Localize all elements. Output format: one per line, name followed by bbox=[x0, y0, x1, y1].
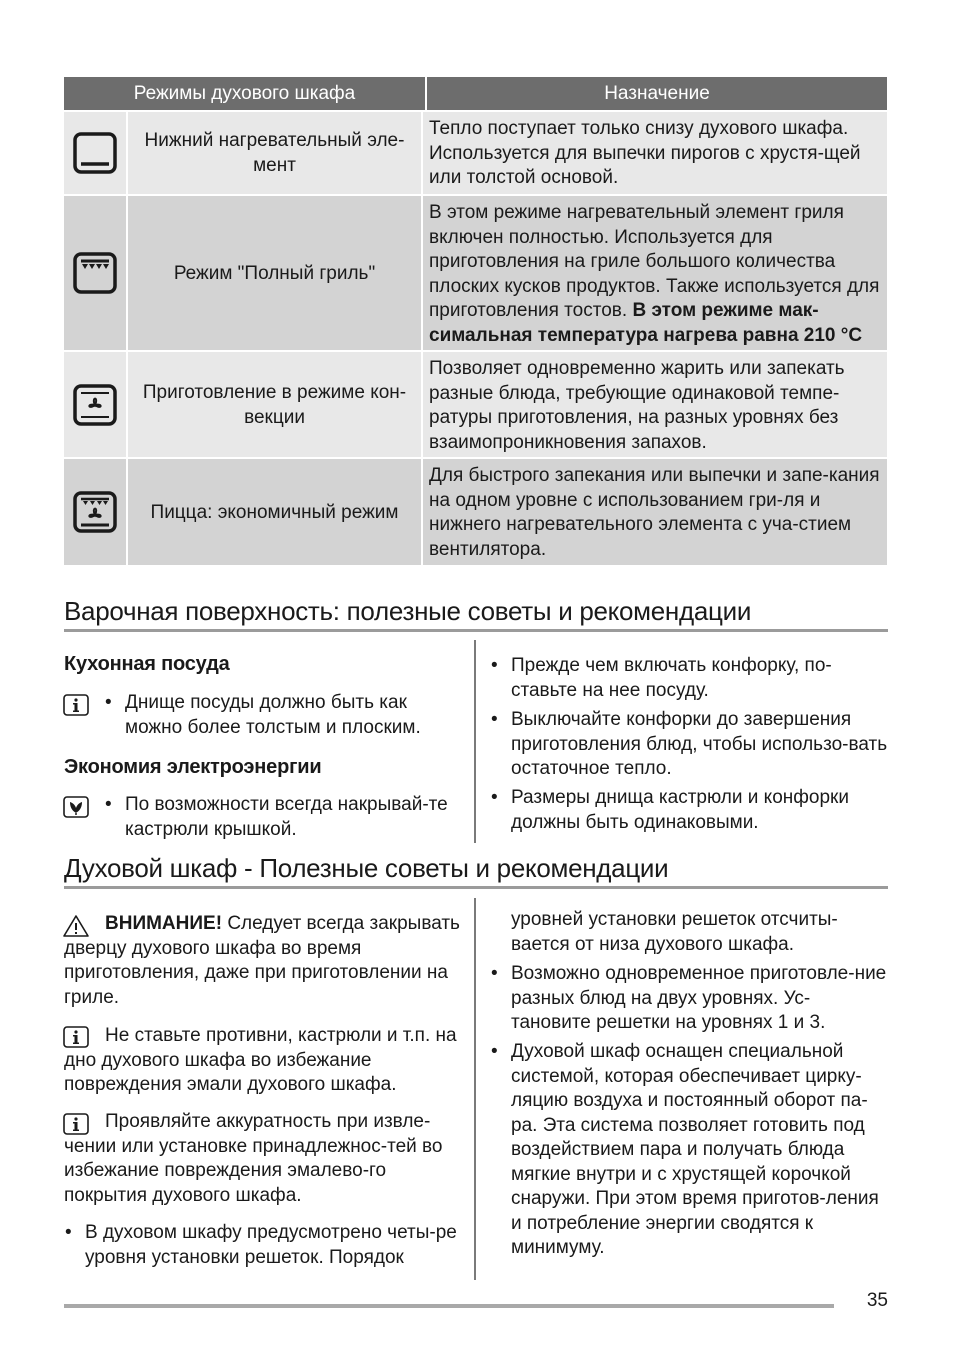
energy-tip: • По возможности всегда накрывай-те кастрюли крышкой. bbox=[105, 794, 448, 840]
mode-description: Позволяет одновременно жарить или запекать разные блюда, требующие одинаковой темпе-ратуры приготовления, на разных уровнях без взаимопроникновения запахов. bbox=[429, 358, 845, 453]
bottom-heat-icon bbox=[64, 112, 128, 194]
table-row bbox=[64, 350, 887, 457]
bullet: • bbox=[65, 1222, 72, 1243]
info-paragraph: Проявляйте аккуратность при извле-чении или установке принадлежнос-тей во избежание повреждения эмалево-го покрытия духового шкафа. bbox=[64, 1111, 443, 1206]
bullet: • bbox=[491, 655, 498, 676]
header-purpose: Назначение bbox=[604, 82, 710, 104]
bullet: • bbox=[491, 1041, 498, 1062]
pizza-mode-icon bbox=[64, 459, 128, 565]
full-grill-icon bbox=[64, 196, 128, 350]
eco-icon bbox=[63, 796, 89, 818]
footer-rule bbox=[64, 1304, 834, 1308]
continued-text: уровней установки решеток отсчиты-вается от низа духового шкафа. bbox=[511, 909, 838, 955]
bullet: • bbox=[105, 794, 112, 815]
bullet: • bbox=[491, 787, 498, 808]
cookware-tip: • Днище посуды должно быть как можно более толстым и плоским. bbox=[105, 692, 421, 738]
list-item: • Духовой шкаф оснащен специальной системой, которая обеспечивает цирку-ляцию воздуха и постоянный оборот па-ра. Эта система позволяет готовить под воздействием пара и получать блюда мягкие внутри и с хрустящей корочкой снаружи. При этом время приготов-ления и потребление энергии сводятся к минимуму. bbox=[491, 1041, 879, 1258]
table-row bbox=[64, 194, 887, 350]
column-divider bbox=[474, 898, 476, 1280]
list-item: • Выключайте конфорки до завершения приготовления блюд, чтобы использо-вать остаточное тепло. bbox=[491, 709, 888, 779]
list-item: • В духовом шкафу предусмотрено четы-ре уровня установки решеток. Порядок bbox=[65, 1222, 457, 1268]
mode-name: Нижний нагревательный эле-мент bbox=[128, 112, 423, 194]
table-row bbox=[64, 110, 887, 194]
column-divider bbox=[474, 640, 476, 843]
oven-section-title: Духовой шкаф - Полезные советы и рекомендации bbox=[64, 853, 888, 889]
max-temp-note: В этом режиме мак-симальная температура нагрева равна 210 °C bbox=[429, 300, 863, 346]
hob-section-title: Варочная поверхность: полезные советы и рекомендации bbox=[64, 596, 888, 632]
bullet: • bbox=[105, 692, 112, 713]
mode-name: Режим "Полный гриль" bbox=[128, 196, 423, 350]
mode-description: Тепло поступает только снизу духового шкафа. Используется для выпечки пирогов с хрустя-щей или толстой основой. bbox=[429, 118, 861, 188]
list-item: • Возможно одновременное приготовле-ние разных блюд на двух уровнях. Ус-тановите решетки на уровнях 1 и 3. bbox=[491, 963, 887, 1033]
energy-heading: Экономия электроэнергии bbox=[64, 756, 322, 778]
convection-icon bbox=[64, 352, 128, 457]
warning-paragraph: ВНИМАНИЕ! Следует всегда закрывать дверцу духового шкафа во время приготовления, даже при приготовлении на гриле. bbox=[64, 913, 460, 1008]
list-item: • Размеры днища кастрюли и конфорки должны быть одинаковыми. bbox=[491, 787, 849, 833]
info-paragraph: Не ставьте противни, кастрюли и т.п. на дно духового шкафа во избежание повреждения эмали духового шкафа. bbox=[64, 1025, 457, 1095]
mode-name: Приготовление в режиме кон-векции bbox=[128, 352, 423, 457]
page-number: 35 bbox=[866, 1290, 888, 1311]
list-item: • Прежде чем включать конфорку, по-ставьте на нее посуду. bbox=[491, 655, 832, 701]
mode-description: Для быстрого запекания или выпечки и запе-кания на одном уровне с использованием гри-ля и нижнего нагревательного элемента с уча-стием вентилятора. bbox=[429, 465, 880, 560]
oven-modes-table bbox=[64, 77, 887, 565]
info-icon bbox=[63, 694, 89, 716]
bullet: • bbox=[491, 963, 498, 984]
mode-description: В этом режиме нагревательный элемент гриля включен полностью. Используется для приготовления на гриле большого количества плоских кусков продуктов. Также используется для приготовления тостов. В этом режиме мак-симальная температура нагрева равна 210 °C bbox=[429, 202, 880, 346]
cookware-heading: Кухонная посуда bbox=[64, 653, 230, 675]
warning-label: ВНИМАНИЕ! bbox=[105, 913, 223, 934]
bullet: • bbox=[491, 709, 498, 730]
table-header bbox=[64, 77, 887, 110]
table-row bbox=[64, 457, 887, 565]
mode-name: Пицца: экономичный режим bbox=[128, 459, 423, 565]
header-modes: Режимы духового шкафа bbox=[64, 77, 427, 110]
